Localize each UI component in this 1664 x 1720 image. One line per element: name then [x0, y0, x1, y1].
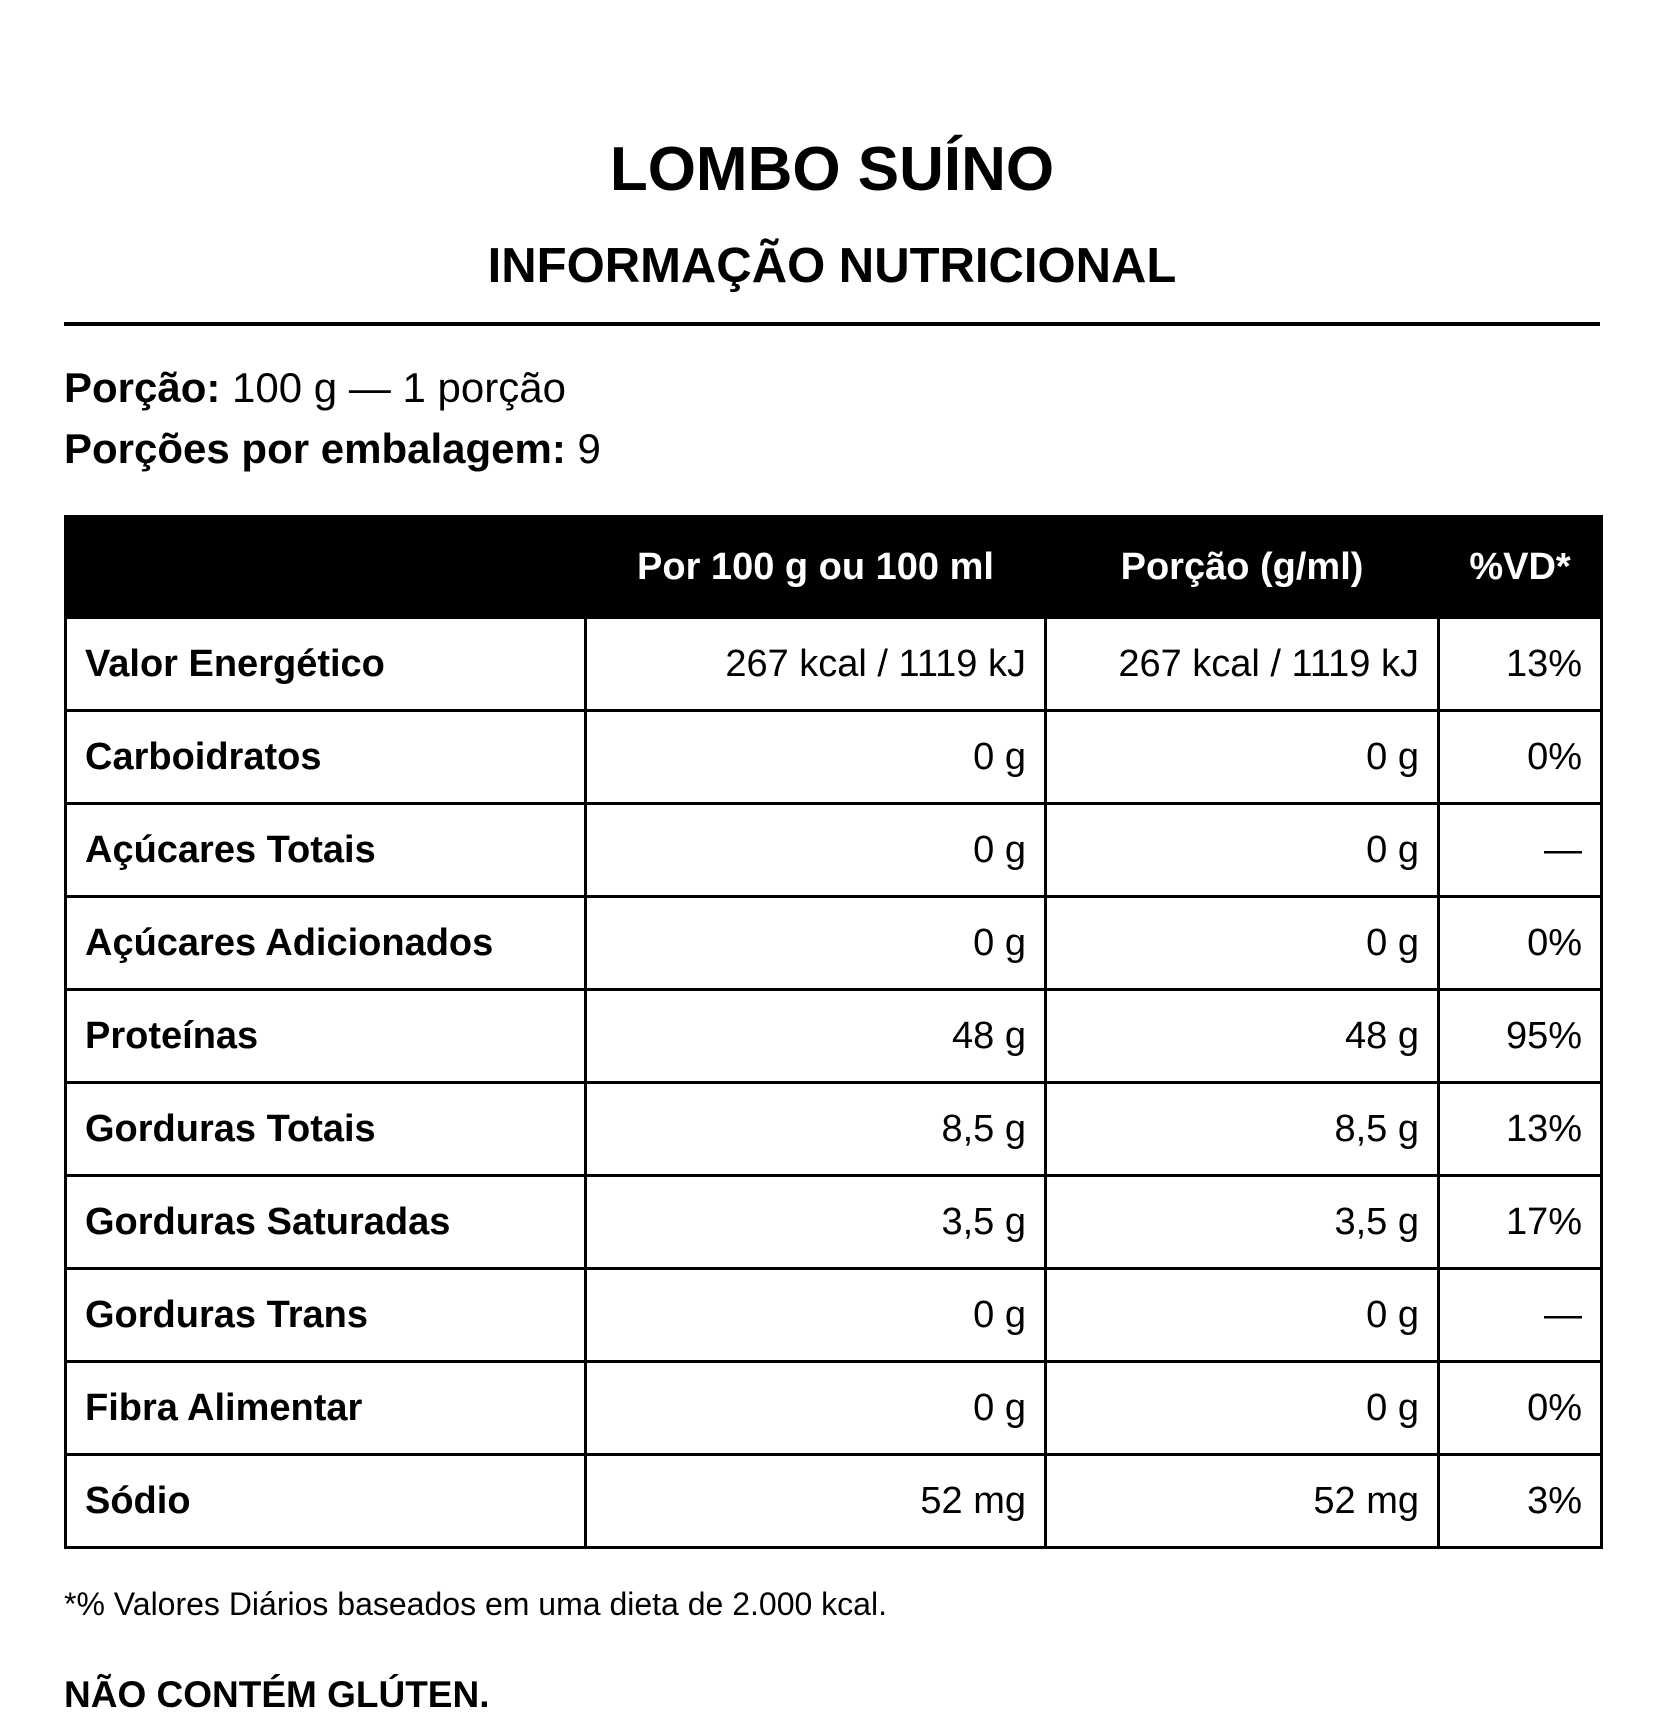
nutrient-name: Açúcares Totais — [66, 804, 586, 897]
value-per-100: 267 kcal / 1119 kJ — [586, 618, 1046, 711]
value-per-100: 0 g — [586, 711, 1046, 804]
value-per-100: 0 g — [586, 804, 1046, 897]
value-per-100: 8,5 g — [586, 1083, 1046, 1176]
table-row — [66, 1455, 1602, 1548]
table-row — [66, 1362, 1602, 1455]
header-per-100: Por 100 g ou 100 ml — [586, 517, 1046, 618]
daily-value-footnote: *% Valores Diários baseados em uma dieta de 2.000 kcal. — [64, 1586, 887, 1622]
product-title: LOMBO SUÍNO — [609, 135, 1055, 204]
value-portion: 267 kcal / 1119 kJ — [1046, 618, 1439, 711]
value-per-100: 52 mg — [586, 1455, 1046, 1548]
table-row — [66, 1269, 1602, 1362]
serving-size-key: Porção: — [64, 364, 221, 411]
value-per-100: 0 g — [586, 897, 1046, 990]
nutrition-label — [64, 0, 1600, 1720]
value-daily: 0% — [1439, 1362, 1602, 1455]
value-daily: 3% — [1439, 1455, 1602, 1548]
table-row — [66, 1083, 1602, 1176]
value-portion: 0 g — [1046, 711, 1439, 804]
section-title: INFORMAÇÃO NUTRICIONAL — [487, 239, 1177, 293]
servings-per-package-key: Porções por embalagem: — [64, 425, 566, 472]
value-portion: 0 g — [1046, 897, 1439, 990]
value-portion: 8,5 g — [1046, 1083, 1439, 1176]
header-portion: Porção (g/ml) — [1046, 517, 1439, 618]
serving-size-value: 100 g — 1 porção — [232, 364, 566, 411]
value-portion: 0 g — [1046, 1269, 1439, 1362]
header-daily-value: %VD* — [1439, 517, 1602, 618]
value-portion: 3,5 g — [1046, 1176, 1439, 1269]
header-nutrient — [66, 517, 586, 618]
table-row — [66, 990, 1602, 1083]
serving-size — [64, 362, 566, 414]
table-header-row — [66, 517, 1602, 618]
nutrient-name: Fibra Alimentar — [66, 1362, 586, 1455]
table-row — [66, 804, 1602, 897]
value-per-100: 3,5 g — [586, 1176, 1046, 1269]
nutrient-name: Gorduras Trans — [66, 1269, 586, 1362]
value-daily: 13% — [1439, 618, 1602, 711]
value-portion: 48 g — [1046, 990, 1439, 1083]
nutrient-name: Valor Energético — [66, 618, 586, 711]
value-daily: — — [1439, 804, 1602, 897]
table-row — [66, 897, 1602, 990]
value-daily: 0% — [1439, 897, 1602, 990]
nutrient-name: Proteínas — [66, 990, 586, 1083]
nutrition-table — [64, 515, 1603, 1549]
value-daily: 95% — [1439, 990, 1602, 1083]
value-daily: 13% — [1439, 1083, 1602, 1176]
servings-per-package-value: 9 — [577, 425, 601, 472]
value-portion: 0 g — [1046, 1362, 1439, 1455]
nutrient-name: Açúcares Adicionados — [66, 897, 586, 990]
gluten-notice: NÃO CONTÉM GLÚTEN. — [64, 1674, 490, 1715]
value-portion: 52 mg — [1046, 1455, 1439, 1548]
table-row — [66, 711, 1602, 804]
value-per-100: 0 g — [586, 1362, 1046, 1455]
value-per-100: 48 g — [586, 990, 1046, 1083]
nutrient-name: Carboidratos — [66, 711, 586, 804]
table-row — [66, 618, 1602, 711]
value-daily: 17% — [1439, 1176, 1602, 1269]
servings-per-package — [64, 423, 601, 475]
value-portion: 0 g — [1046, 804, 1439, 897]
nutrient-name: Gorduras Saturadas — [66, 1176, 586, 1269]
value-daily: 0% — [1439, 711, 1602, 804]
table-row — [66, 1176, 1602, 1269]
divider — [64, 322, 1600, 326]
value-daily: — — [1439, 1269, 1602, 1362]
nutrient-name: Gorduras Totais — [66, 1083, 586, 1176]
value-per-100: 0 g — [586, 1269, 1046, 1362]
nutrient-name: Sódio — [66, 1455, 586, 1548]
